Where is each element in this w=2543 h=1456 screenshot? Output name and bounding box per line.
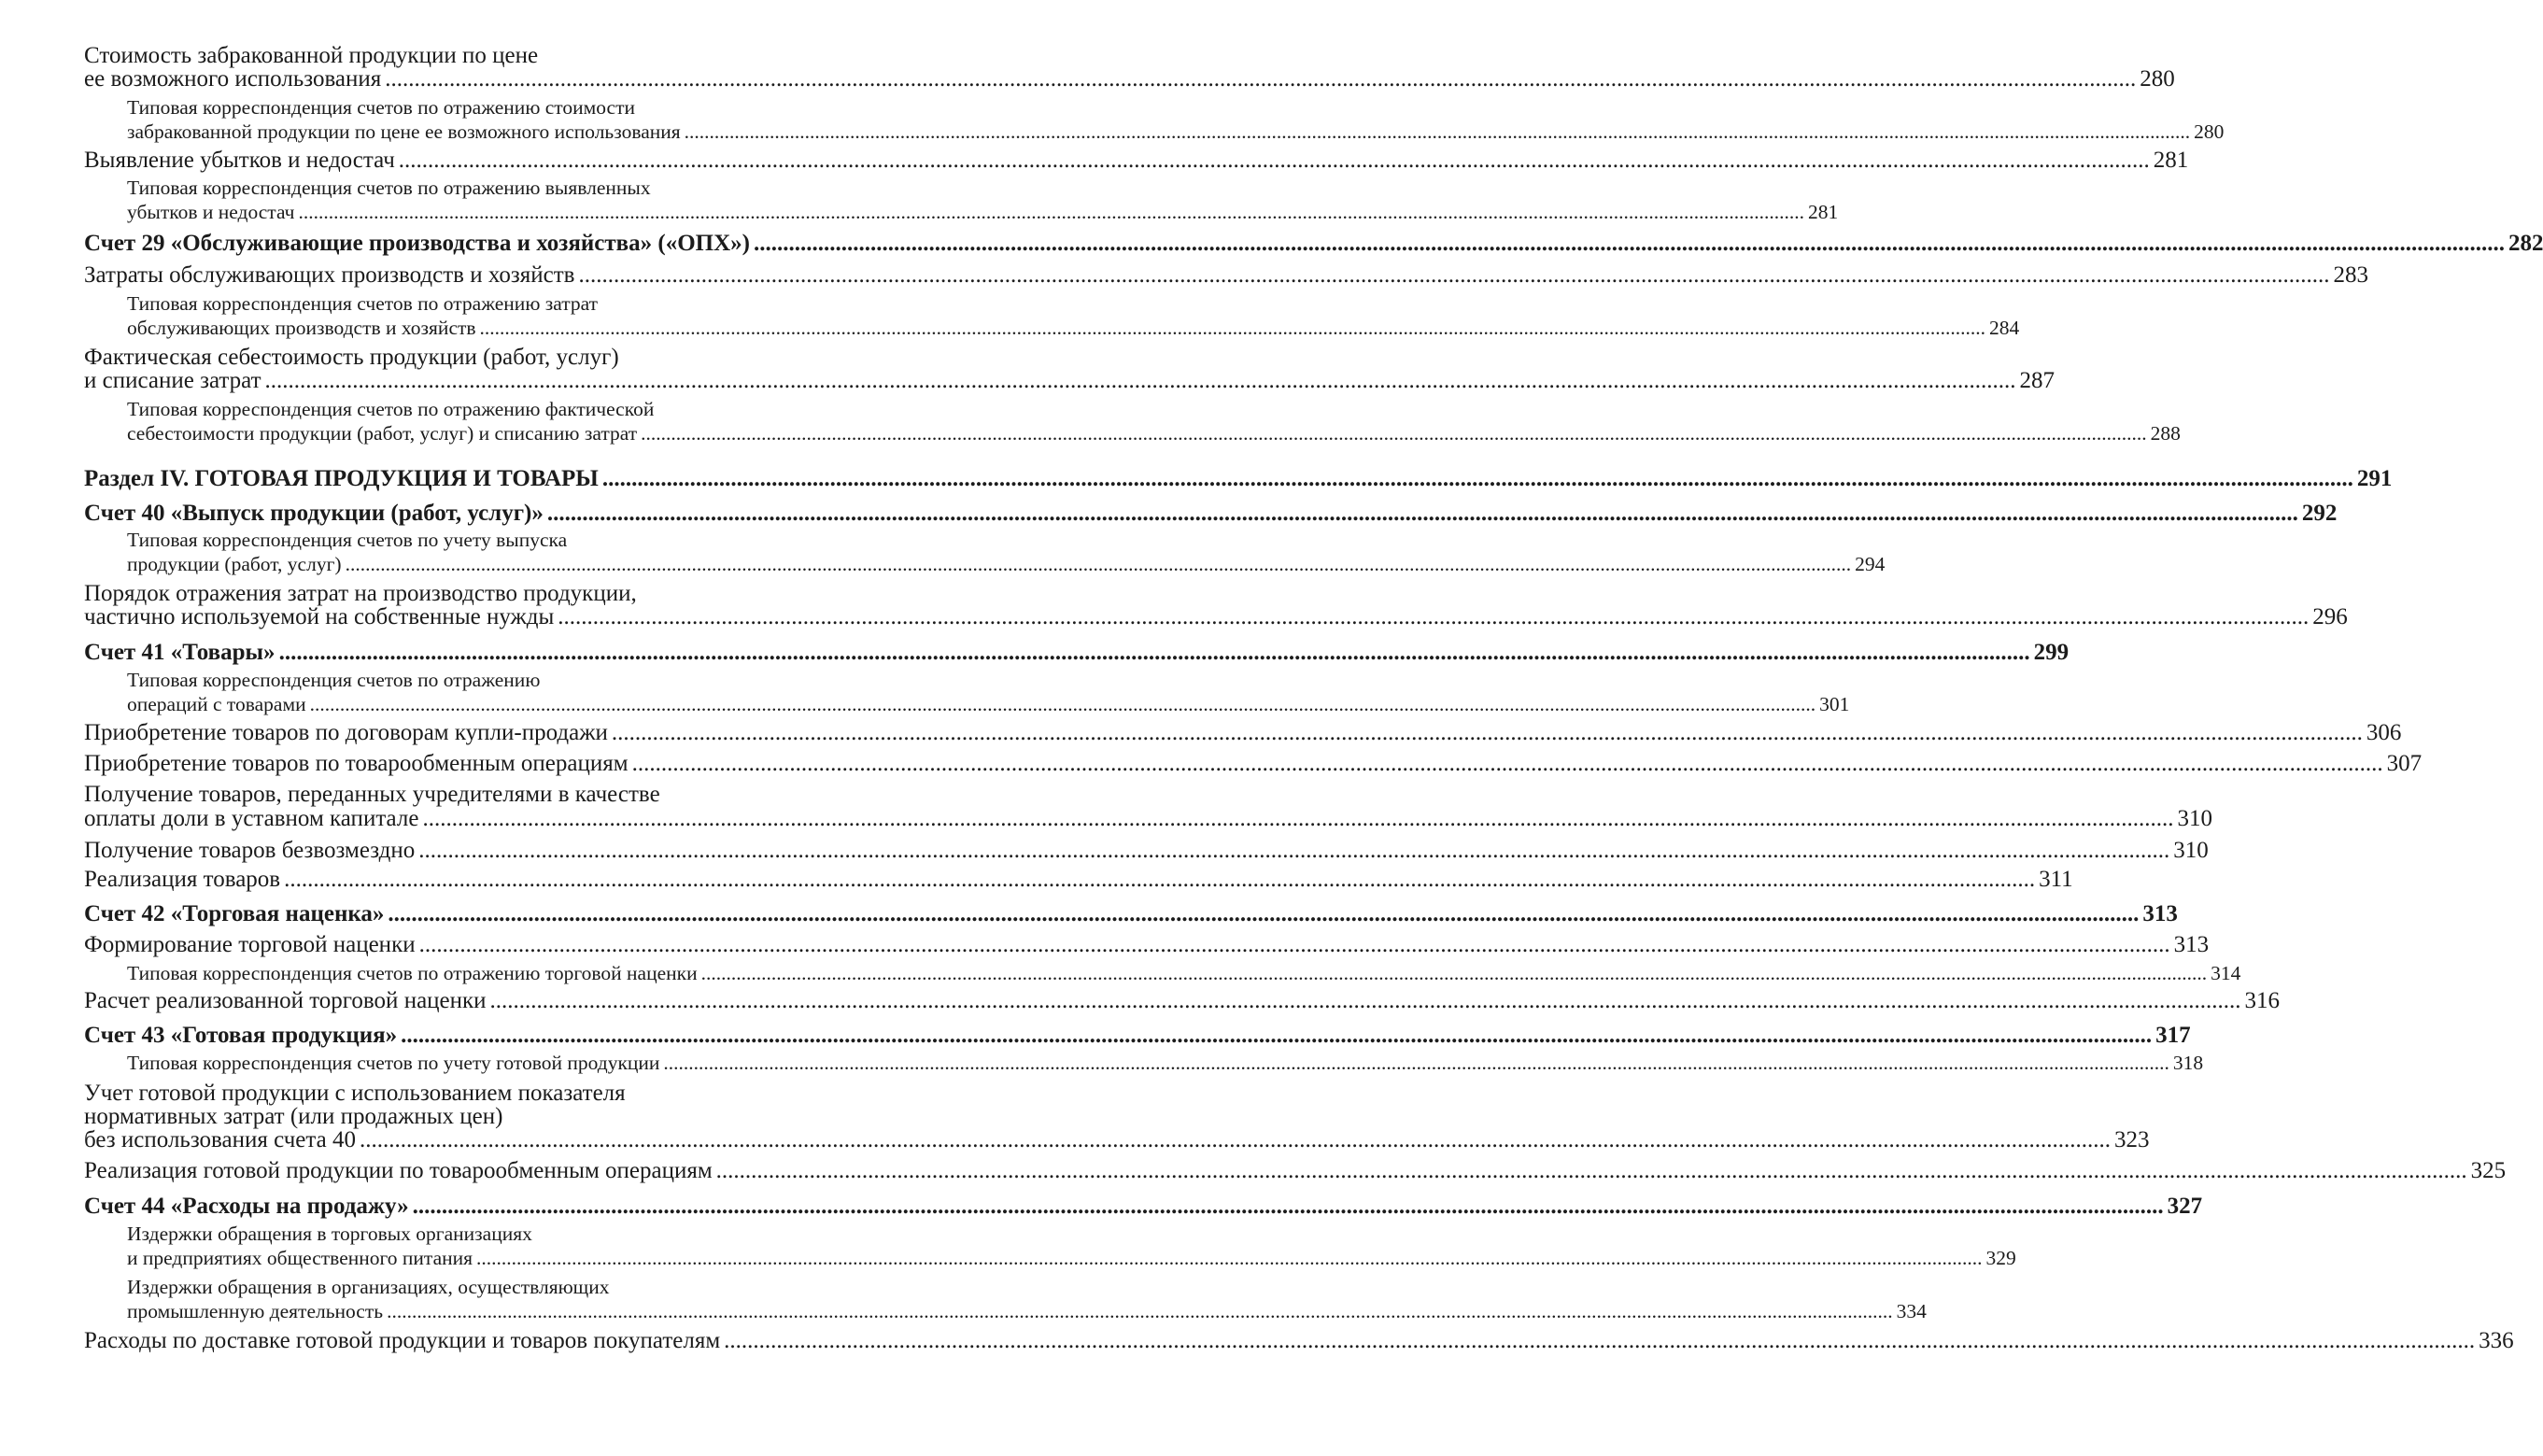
dot-leader: ............................................................................................................................................................................................................................................................................................................ [753,231,2505,256]
page-number: 291 [2356,466,2393,491]
page-number: 313 [2142,901,2178,926]
entry-text-line: Формирование торговой наценки [84,932,416,957]
dot-leader: ............................................................................................................................................................................................................................................................................................................ [359,1127,2111,1152]
dot-leader: ............................................................................................................................................................................................................................................................................................................ [298,201,1804,223]
dot-leader: ............................................................................................................................................................................................................................................................................................................ [388,901,2140,926]
page-number: 329 [1985,1247,2016,1269]
dot-leader: ............................................................................................................................................................................................................................................................................................................ [418,838,2170,863]
entry-text-line: Получение товаров, переданных учредителями в качестве [84,782,660,807]
dot-leader: ............................................................................................................................................................................................................................................................................................................ [284,867,2036,892]
page-number: 280 [2140,66,2175,92]
entry-text-line: частично используемой на собственные нужды [84,604,555,629]
entry-text-line: и списание затрат [84,368,261,393]
entry-text-line: Счет 29 «Обслуживающие производства и хозяйства» («ОПХ») [84,231,750,256]
entry-text-line: Стоимость забракованной продукции по цене [84,43,539,68]
page-number: 318 [2172,1052,2204,1074]
page-number: 301 [1819,693,1850,715]
page-number: 310 [2177,806,2212,831]
entry-text-line: Типовая корреспонденция счетов по отражению затрат [127,292,599,315]
dot-leader: ............................................................................................................................................................................................................................................................................................................ [387,1300,1893,1322]
entry-text-line: Счет 43 «Готовая продукция» [84,1023,398,1048]
dot-leader: ............................................................................................................................................................................................................................................................................................................ [700,962,2208,984]
dot-leader: ............................................................................................................................................................................................................................................................................................................ [611,720,2363,745]
dot-leader: ............................................................................................................................................................................................................................................................................................................ [418,932,2170,957]
dot-leader: ............................................................................................................................................................................................................................................................................................................ [663,1052,2169,1074]
entry-text-line: Счет 40 «Выпуск продукции (работ, услуг)» [84,501,544,526]
dot-leader: ............................................................................................................................................................................................................................................................................................................ [398,148,2150,173]
page-number: 310 [2173,838,2209,863]
page-number: 284 [1989,317,2020,339]
entry-text-line: Типовая корреспонденция счетов по отражению [127,669,541,691]
entry-text-line: Получение товаров безвозмездно [84,838,416,863]
page-number: 323 [2113,1127,2150,1152]
entry-text-line: Реализация готовой продукции по товарообменным операциям [84,1158,713,1183]
entry-text-line: Счет 44 «Расходы на продажу» [84,1194,409,1219]
entry-text-line: операций с товарами [127,693,306,715]
page-number: 287 [2019,368,2056,393]
entry-text-line: Приобретение товаров по договорам купли-продажи [84,720,608,745]
entry-text-line: продукции (работ, услуг) [127,553,342,575]
dot-leader: ............................................................................................................................................................................................................................................................................................................ [476,1247,1983,1269]
dot-leader: ............................................................................................................................................................................................................................................................................................................ [715,1158,2467,1183]
page-number: 288 [2150,422,2181,445]
page-number: 294 [1855,553,1886,575]
dot-leader: ............................................................................................................................................................................................................................................................................................................ [489,988,2241,1013]
dot-leader: ............................................................................................................................................................................................................................................................................................................ [724,1328,2476,1353]
entry-text-line: Реализация товаров [84,867,281,892]
page-number: 313 [2173,932,2210,957]
page-number: 307 [2386,751,2423,776]
entry-text-line: Издержки обращения в торговых организациях [127,1223,532,1245]
page-number: 283 [2333,262,2368,288]
entry-text-line: себестоимости продукции (работ, услуг) и списанию затрат [127,422,638,445]
page-number: 299 [2033,640,2070,665]
entry-text-line: оплаты доли в уставном капитале [84,806,419,831]
dot-leader: ............................................................................................................................................................................................................................................................................................................ [641,422,2147,445]
dot-leader: ............................................................................................................................................................................................................................................................................................................ [558,604,2310,629]
entry-text-line: Расчет реализованной торговой наценки [84,988,487,1013]
entry-text-line: Приобретение товаров по товарообменным операциям [84,751,629,776]
entry-text-line: Типовая корреспонденция счетов по учету готовой продукции [127,1052,660,1074]
dot-leader: ............................................................................................................................................................................................................................................................................................................ [264,368,2016,393]
entry-text-line: Типовая корреспонденция счетов по отражению выявленных [127,177,651,199]
entry-text-line: Порядок отражения затрат на производство продукции, [84,581,637,606]
entry-text-line: Типовая корреспонденция счетов по отражению торговой наценки [127,962,698,984]
entry-text-line: без использования счета 40 [84,1127,356,1152]
entry-text-line: обслуживающих производств и хозяйств [127,317,476,339]
dot-leader: ............................................................................................................................................................................................................................................................................................................ [578,262,2330,288]
dot-leader: ............................................................................................................................................................................................................................................................................................................ [385,66,2137,92]
entry-text-line: нормативных затрат (или продажных цен) [84,1104,503,1129]
page-number: 292 [2301,501,2338,526]
dot-leader: ............................................................................................................................................................................................................................................................................................................ [401,1023,2153,1048]
page-number: 281 [1807,201,1839,223]
dot-leader: ............................................................................................................................................................................................................................................................................................................ [631,751,2383,776]
page-number: 314 [2211,962,2241,984]
dot-leader: ............................................................................................................................................................................................................................................................................................................ [479,317,1986,339]
entry-text-line: Издержки обращения в организациях, осуществляющих [127,1276,610,1298]
page-number: 336 [2479,1328,2514,1353]
entry-text-line: забракованной продукции по цене ее возможного использования [127,120,681,143]
entry-text-line: Затраты обслуживающих производств и хозяйств [84,262,575,288]
entry-text-line: Типовая корреспонденция счетов по отражению стоимости [127,96,635,119]
entry-text-line: Счет 41 «Товары» [84,640,275,665]
dot-leader: ............................................................................................................................................................................................................................................................................................................ [684,120,2191,143]
page-number: 316 [2244,988,2281,1013]
dot-leader: ............................................................................................................................................................................................................................................................................................................ [412,1194,2164,1219]
entry-text-line: Фактическая себестоимость продукции (работ, услуг) [84,345,619,370]
entry-text-line: Раздел IV. ГОТОВАЯ ПРОДУКЦИЯ И ТОВАРЫ [84,466,599,491]
entry-text-line: Выявление убытков и недостач [84,148,395,173]
entry-text-line: убытков и недостач [127,201,295,223]
entry-text-line: Типовая корреспонденция счетов по отражению фактической [127,398,655,420]
page-number: 327 [2167,1194,2203,1219]
page-number: 311 [2039,867,2073,892]
page-number: 281 [2153,148,2189,173]
dot-leader: ............................................................................................................................................................................................................................................................................................................ [546,501,2298,526]
entry-text-line: Типовая корреспонденция счетов по учету выпуска [127,529,568,551]
page-number: 325 [2470,1158,2507,1183]
dot-leader: ............................................................................................................................................................................................................................................................................................................ [345,553,1852,575]
entry-text-line: промышленную деятельность [127,1300,384,1322]
entry-text-line: и предприятиях общественного питания [127,1247,473,1269]
page-number: 334 [1896,1300,1927,1322]
entry-text-line: Счет 42 «Торговая наценка» [84,901,385,926]
dot-leader: ............................................................................................................................................................................................................................................................................................................ [278,640,2030,665]
entry-text-line: Расходы по доставке готовой продукции и товаров покупателям [84,1328,721,1353]
entry-text-line: Учет готовой продукции с использованием показателя [84,1081,626,1106]
dot-leader: ............................................................................................................................................................................................................................................................................................................ [422,806,2174,831]
page-number: 296 [2312,604,2348,629]
dot-leader: ............................................................................................................................................................................................................................................................................................................ [601,466,2353,491]
page-number: 306 [2366,720,2402,745]
page-number: 280 [2194,120,2225,143]
entry-text-line: ее возможного использования [84,66,382,92]
dot-leader: ............................................................................................................................................................................................................................................................................................................ [309,693,1816,715]
page-number: 282 [2508,231,2543,256]
page-number: 317 [2155,1023,2191,1048]
